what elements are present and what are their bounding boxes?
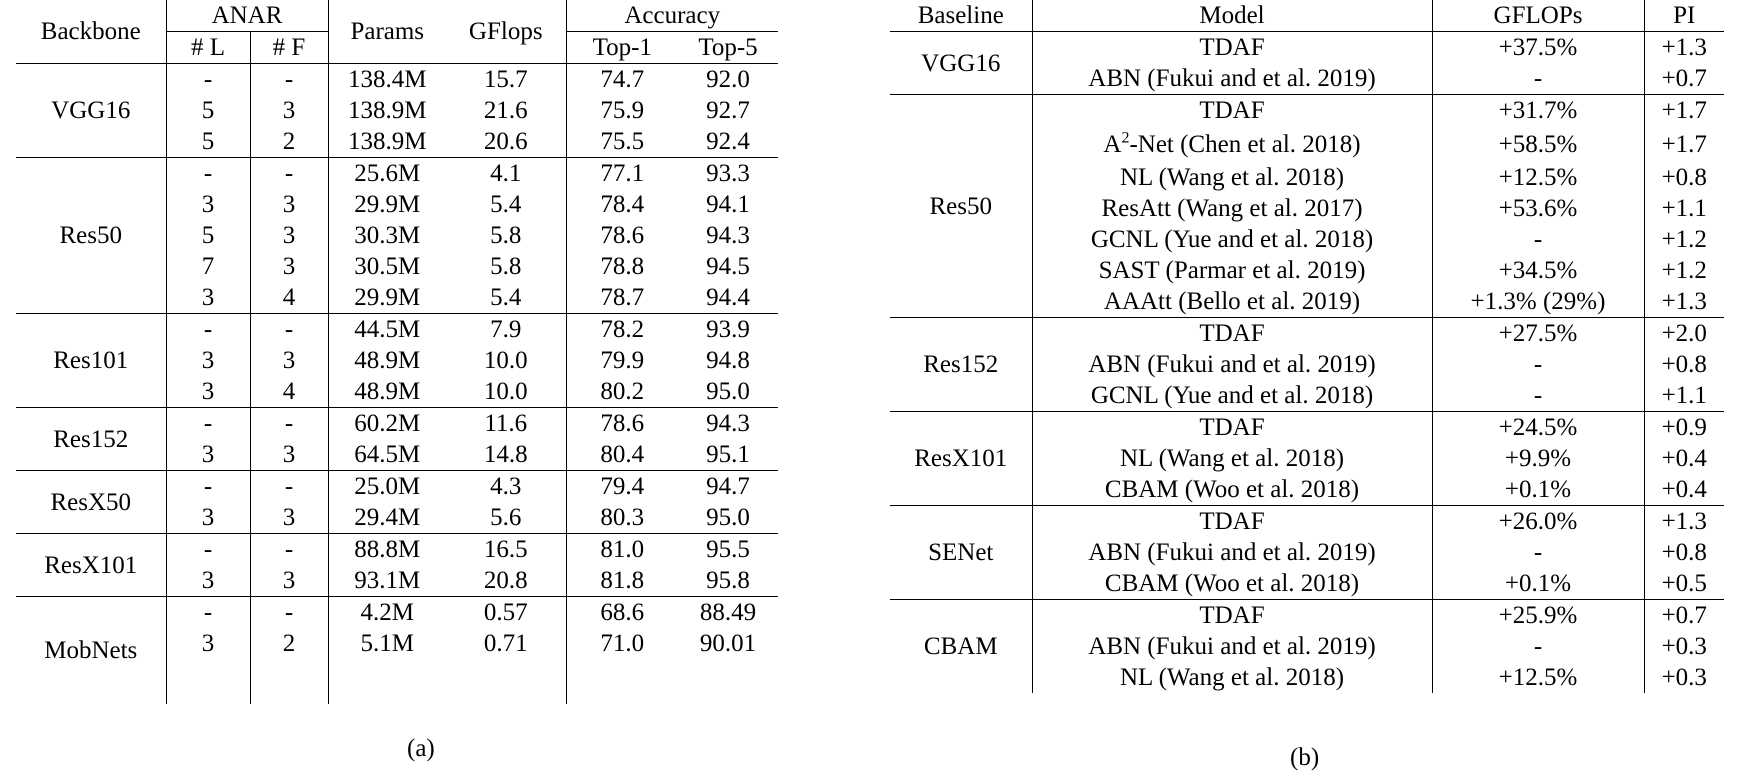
anar-l-cell: - <box>166 314 250 346</box>
model-cell: TDAF <box>1032 32 1432 64</box>
top5-cell: 95.0 <box>678 502 778 534</box>
params-cell: 29.9M <box>328 189 446 220</box>
model-cell: ABN (Fukui and et al. 2019) <box>1032 631 1432 662</box>
anar-l-cell: - <box>166 408 250 440</box>
gflops-cell: 21.6 <box>483 97 528 124</box>
anar-f-cell: 3 <box>250 439 328 471</box>
model-cell: NL (Wang et al. 2018) <box>1032 662 1432 693</box>
params-cell: 88.8M <box>328 534 446 566</box>
baseline-cell: Res50 <box>890 95 1032 318</box>
top5-cell: 94.7 <box>706 473 750 500</box>
gflops-cell: - <box>1432 537 1644 568</box>
empty-cell <box>328 659 446 704</box>
pi-cell: +1.3 <box>1644 32 1724 64</box>
anar-l-cell: 3 <box>166 345 250 376</box>
gflops-cell: 5.8 <box>490 253 522 280</box>
params-cell: 138.4M <box>328 64 446 96</box>
baseline-cell: SENet <box>890 506 1032 600</box>
top1-cell: 75.5 <box>566 126 678 158</box>
model-cell: ABN (Fukui and et al. 2019) <box>1032 349 1432 380</box>
gflops-cell: - <box>1432 224 1644 255</box>
top5-cell: 93.3 <box>706 160 750 187</box>
anar-f-cell: - <box>250 534 328 566</box>
pi-cell: +0.5 <box>1644 568 1724 600</box>
gflops-cell: 5.6 <box>446 502 566 534</box>
anar-l-cell: - <box>166 597 250 629</box>
table-row <box>16 408 778 440</box>
gflops-cell: +0.1% <box>1432 568 1644 600</box>
header-anar-f: # F <box>250 32 328 64</box>
gflops-cell: 11.6 <box>484 410 528 437</box>
header-anar: ANAR <box>166 0 328 32</box>
top1-cell: 77.1 <box>566 158 678 190</box>
gflops-cell: +1.3% (29%) <box>1432 286 1644 318</box>
gflops-cell: 7.9 <box>490 316 522 343</box>
params-cell: 44.5M <box>328 314 446 346</box>
table-a-body <box>16 64 778 705</box>
gflops-cell: 5.8 <box>490 222 522 249</box>
gflops-cell: 0.71 <box>483 630 528 657</box>
model-cell: TDAF <box>1032 412 1432 444</box>
gflops-cell: - <box>1432 349 1644 380</box>
table-row <box>16 471 778 503</box>
gflops-cell: - <box>1432 63 1644 95</box>
anar-f-cell: - <box>250 158 328 190</box>
table-row <box>16 64 778 96</box>
top5-cell: 94.3 <box>706 222 750 249</box>
model-cell: CBAM (Woo et al. 2018) <box>1032 568 1432 600</box>
baseline-cell: Res152 <box>890 318 1032 412</box>
anar-f-cell: 3 <box>250 95 328 126</box>
anar-l-cell: 3 <box>166 565 250 597</box>
params-cell: 25.0M <box>328 471 446 503</box>
top1-cell: 71.0 <box>566 628 678 659</box>
top1-cell: 80.4 <box>566 439 678 471</box>
params-cell: 93.1M <box>328 565 446 597</box>
empty-cell <box>166 659 250 704</box>
model-cell: SAST (Parmar et al. 2019) <box>1032 255 1432 286</box>
gflops-cell: 0.57 <box>483 599 528 626</box>
anar-l-cell: 3 <box>166 628 250 659</box>
top5-cell: 95.1 <box>678 439 778 471</box>
params-cell: 29.9M <box>328 282 446 314</box>
pi-cell: +0.3 <box>1644 662 1724 693</box>
top1-cell: 81.0 <box>566 534 678 566</box>
table-row <box>16 158 778 190</box>
top1-cell: 81.8 <box>566 565 678 597</box>
gflops-cell: - <box>1432 631 1644 662</box>
top5-cell: 94.1 <box>706 191 750 218</box>
model-cell: ABN (Fukui and et al. 2019) <box>1032 537 1432 568</box>
caption-a: (a) <box>407 735 435 762</box>
gflops-cell: 15.7 <box>483 66 528 93</box>
top1-cell: 78.2 <box>566 314 678 346</box>
caption-b: (b) <box>1290 744 1320 771</box>
anar-f-cell: - <box>250 597 328 629</box>
top5-cell: 94.5 <box>706 253 750 280</box>
pi-cell: +1.2 <box>1644 224 1724 255</box>
model-cell: TDAF <box>1032 318 1432 350</box>
table-row <box>890 412 1724 444</box>
top1-cell: 74.7 <box>566 64 678 96</box>
top5-cell: 95.8 <box>678 565 778 597</box>
params-cell: 138.9M <box>328 95 446 126</box>
pi-cell: +0.8 <box>1644 162 1724 193</box>
anar-l-cell: 3 <box>166 189 250 220</box>
pi-cell: +0.8 <box>1644 349 1724 380</box>
backbone-cell: ResX50 <box>16 471 166 534</box>
anar-f-cell: 3 <box>250 220 328 251</box>
anar-l-cell: 7 <box>166 251 250 282</box>
top5-cell: 92.4 <box>678 126 778 158</box>
header-pi: PI <box>1644 0 1724 32</box>
gflops-cell: 20.6 <box>446 126 566 158</box>
gflops-cell: +27.5% <box>1432 318 1644 350</box>
backbone-cell: MobNets <box>44 637 138 664</box>
top5-cell: 88.49 <box>699 599 757 626</box>
anar-l-cell: - <box>166 158 250 190</box>
top1-cell: 79.9 <box>566 345 678 376</box>
params-cell: 25.6M <box>328 158 446 190</box>
anar-f-cell: - <box>250 471 328 503</box>
anar-f-cell: 2 <box>250 126 328 158</box>
top5-cell: 95.0 <box>678 376 778 408</box>
params-cell: 30.3M <box>328 220 446 251</box>
pi-cell: +1.2 <box>1644 255 1724 286</box>
header-params: Params <box>328 0 446 64</box>
model-cell: TDAF <box>1032 95 1432 127</box>
model-cell: NL (Wang et al. 2018) <box>1032 162 1432 193</box>
top5-cell: 94.8 <box>706 347 750 374</box>
table-row <box>890 506 1724 538</box>
pi-cell: +0.4 <box>1644 474 1724 506</box>
anar-f-cell: - <box>250 314 328 346</box>
top5-cell: 90.01 <box>699 630 757 657</box>
model-cell: ResAtt (Wang et al. 2017) <box>1032 193 1432 224</box>
gflops-cell: +12.5% <box>1432 662 1644 693</box>
gflops-cell: +34.5% <box>1432 255 1644 286</box>
backbone-cell: Res152 <box>16 408 166 471</box>
pi-cell: +2.0 <box>1644 318 1724 350</box>
gflops-cell: +31.7% <box>1432 95 1644 127</box>
pi-cell: +0.9 <box>1644 412 1724 444</box>
anar-f-cell: 2 <box>250 628 328 659</box>
params-cell: 48.9M <box>328 376 446 408</box>
top5-cell: 94.4 <box>678 282 778 314</box>
pi-cell: +0.3 <box>1644 631 1724 662</box>
top5-cell: 92.0 <box>706 66 750 93</box>
anar-l-cell: 3 <box>166 439 250 471</box>
gflops-cell: 20.8 <box>446 565 566 597</box>
anar-l-cell: 5 <box>166 95 250 126</box>
empty-cell <box>678 659 778 704</box>
anar-f-cell: - <box>250 408 328 440</box>
gflops-cell: +12.5% <box>1432 162 1644 193</box>
model-cell: TDAF <box>1032 600 1432 632</box>
anar-l-cell: - <box>166 471 250 503</box>
gflops-cell: - <box>1432 380 1644 412</box>
pi-cell: +1.7 <box>1644 126 1724 162</box>
header-gflops: GFlops <box>446 0 566 64</box>
top1-cell: 78.8 <box>566 251 678 282</box>
header-anar-l: # L <box>166 32 250 64</box>
params-cell: 48.9M <box>328 345 446 376</box>
params-cell: 64.5M <box>328 439 446 471</box>
anar-l-cell: 3 <box>166 376 250 408</box>
pi-cell: +1.1 <box>1644 193 1724 224</box>
anar-f-cell: 3 <box>250 189 328 220</box>
top1-cell: 75.9 <box>566 95 678 126</box>
model-cell: TDAF <box>1032 506 1432 538</box>
top5-cell: 93.9 <box>706 316 750 343</box>
top5-cell: 94.3 <box>706 410 750 437</box>
table-row <box>890 32 1724 64</box>
model-cell: CBAM (Woo et al. 2018) <box>1032 474 1432 506</box>
table-a <box>16 0 778 704</box>
baseline-cell: VGG16 <box>890 32 1032 95</box>
gflops-cell: +25.9% <box>1432 600 1644 632</box>
header-model: Model <box>1032 0 1432 32</box>
anar-f-cell: - <box>250 64 328 96</box>
top1-cell: 80.2 <box>566 376 678 408</box>
anar-l-cell: 5 <box>166 220 250 251</box>
top1-cell: 68.6 <box>566 597 678 629</box>
backbone-cell: VGG16 <box>16 64 166 158</box>
gflops-cell: 10.0 <box>446 376 566 408</box>
anar-f-cell: 4 <box>250 282 328 314</box>
empty-cell <box>566 659 678 704</box>
top1-cell: 78.4 <box>566 189 678 220</box>
baseline-cell: ResX101 <box>890 412 1032 506</box>
backbone-cell: Res101 <box>16 314 166 408</box>
header-baseline: Baseline <box>890 0 1032 32</box>
gflops-cell: 16.5 <box>483 536 528 563</box>
table-row <box>16 534 778 566</box>
anar-f-cell: 3 <box>250 251 328 282</box>
table-row <box>890 95 1724 127</box>
anar-f-cell: 3 <box>250 345 328 376</box>
header-top1: Top-1 <box>566 32 678 64</box>
gflops-cell: +53.6% <box>1432 193 1644 224</box>
gflops-cell: 5.4 <box>490 191 522 218</box>
header-top5: Top-5 <box>678 32 778 64</box>
gflops-cell: 14.8 <box>446 439 566 471</box>
model-name: -Net (Chen et al. 2018) <box>1129 130 1361 158</box>
baseline-cell: CBAM <box>923 633 998 660</box>
gflops-cell: +58.5% <box>1432 126 1644 162</box>
gflops-cell: 4.3 <box>490 473 522 500</box>
model-cell: AAAtt (Bello et al. 2019) <box>1032 286 1432 318</box>
anar-f-cell: 3 <box>250 502 328 534</box>
pi-cell: +0.7 <box>1644 63 1724 95</box>
table-row <box>890 600 1724 632</box>
header-backbone: Backbone <box>16 0 166 64</box>
table-row <box>890 318 1724 350</box>
anar-l-cell: - <box>166 534 250 566</box>
top5-cell: 92.7 <box>706 97 750 124</box>
anar-l-cell: 3 <box>166 282 250 314</box>
top5-cell: 95.5 <box>706 536 750 563</box>
model-cell <box>1032 126 1432 162</box>
top1-cell: 78.6 <box>566 220 678 251</box>
pi-cell: +0.8 <box>1644 537 1724 568</box>
top1-cell: 80.3 <box>566 502 678 534</box>
anar-f-cell: 4 <box>250 376 328 408</box>
pi-cell: +1.3 <box>1644 506 1724 538</box>
anar-l-cell: 3 <box>166 502 250 534</box>
pi-cell: +1.3 <box>1644 286 1724 318</box>
gflops-cell: +9.9% <box>1432 443 1644 474</box>
backbone-cell: ResX101 <box>16 534 166 597</box>
top1-cell: 78.7 <box>566 282 678 314</box>
params-cell: 138.9M <box>328 126 446 158</box>
model-prefix: A <box>1103 130 1122 158</box>
model-cell: ABN (Fukui and et al. 2019) <box>1032 63 1432 95</box>
pi-cell: +0.4 <box>1644 443 1724 474</box>
params-cell: 30.5M <box>328 251 446 282</box>
model-superscript: 2 <box>1121 129 1130 147</box>
empty-cell <box>250 659 328 704</box>
gflops-cell: +0.1% <box>1432 474 1644 506</box>
params-cell: 60.2M <box>328 408 446 440</box>
top1-cell: 78.6 <box>566 408 678 440</box>
gflops-cell: +26.0% <box>1432 506 1644 538</box>
pi-cell: +1.7 <box>1644 95 1724 127</box>
params-cell: 4.2M <box>328 597 446 629</box>
model-cell: GCNL (Yue and et al. 2018) <box>1032 380 1432 412</box>
anar-l-cell: 5 <box>166 126 250 158</box>
table-b-body <box>890 32 1724 694</box>
pi-cell: +0.7 <box>1644 600 1724 632</box>
gflops-cell: 4.1 <box>490 160 522 187</box>
top1-cell: 79.4 <box>566 471 678 503</box>
model-cell: NL (Wang et al. 2018) <box>1032 443 1432 474</box>
gflops-cell: +24.5% <box>1432 412 1644 444</box>
anar-l-cell: - <box>166 64 250 96</box>
header-gflops-b: GFLOPs <box>1432 0 1644 32</box>
gflops-cell: +37.5% <box>1432 32 1644 64</box>
params-cell: 5.1M <box>328 628 446 659</box>
empty-cell <box>446 659 566 704</box>
pi-cell: +1.1 <box>1644 380 1724 412</box>
header-accuracy: Accuracy <box>566 0 778 32</box>
params-cell: 29.4M <box>328 502 446 534</box>
anar-f-cell: 3 <box>250 565 328 597</box>
table-b <box>890 0 1724 693</box>
gflops-cell: 5.4 <box>446 282 566 314</box>
backbone-cell: Res50 <box>16 158 166 314</box>
gflops-cell: 10.0 <box>483 347 528 374</box>
model-cell: GCNL (Yue and et al. 2018) <box>1032 224 1432 255</box>
table-row <box>16 597 778 629</box>
table-row <box>16 314 778 346</box>
